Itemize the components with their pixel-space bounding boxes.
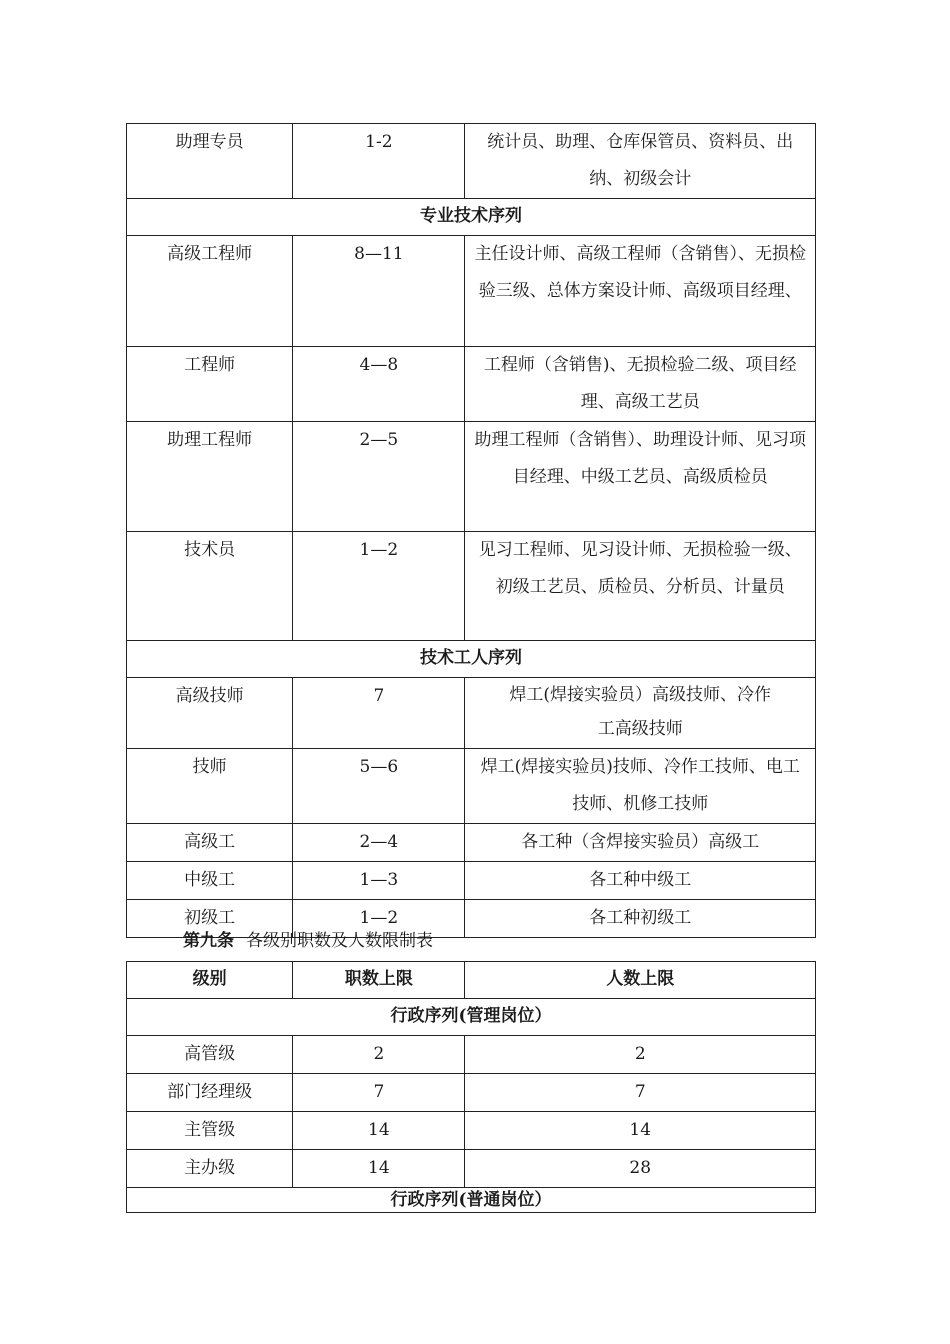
grade-name: 高级工 bbox=[127, 824, 293, 862]
posts-cell: 14 bbox=[293, 1150, 465, 1188]
grade-description: 焊工(焊接实验员）高级技师、冷作工高级技师 bbox=[465, 678, 816, 749]
column-header-level: 级别 bbox=[127, 962, 293, 999]
table-row bbox=[127, 1074, 816, 1112]
level-cell: 高管级 bbox=[127, 1036, 293, 1074]
table-row bbox=[127, 236, 816, 347]
table-row bbox=[127, 678, 816, 749]
grade-name: 工程师 bbox=[127, 347, 293, 422]
table-row bbox=[127, 1036, 816, 1074]
section-title: 专业技术序列 bbox=[127, 199, 816, 236]
grade-description: 焊工(焊接实验员)技师、冷作工技师、电工技师、机修工技师 bbox=[465, 749, 816, 824]
grade-level: 8—11 bbox=[293, 236, 465, 347]
section-row bbox=[127, 199, 816, 236]
grade-level: 1-2 bbox=[293, 124, 465, 199]
grade-name: 助理专员 bbox=[127, 124, 293, 199]
grade-description: 各工种初级工 bbox=[465, 900, 816, 938]
table-row bbox=[127, 1150, 816, 1188]
grade-description: 工程师（含销售)、无损检验二级、项目经理、高级工艺员 bbox=[465, 347, 816, 422]
section-title: 技术工人序列 bbox=[127, 641, 816, 678]
level-cell: 主管级 bbox=[127, 1112, 293, 1150]
column-header-posts: 职数上限 bbox=[293, 962, 465, 999]
grade-description: 见习工程师、见习设计师、无损检验一级、初级工艺员、质检员、分析员、计量员 bbox=[465, 532, 816, 641]
grade-level: 5—6 bbox=[293, 749, 465, 824]
posts-cell: 7 bbox=[293, 1074, 465, 1112]
grade-level: 1—2 bbox=[293, 532, 465, 641]
people-cell: 2 bbox=[465, 1036, 816, 1074]
table-row bbox=[127, 824, 816, 862]
grade-level: 4—8 bbox=[293, 347, 465, 422]
table-row bbox=[127, 532, 816, 641]
article-number: 第九条 bbox=[183, 931, 234, 951]
people-cell: 7 bbox=[465, 1074, 816, 1112]
grade-description: 主任设计师、高级工程师（含销售）、无损检验三级、总体方案设计师、高级项目经理、 bbox=[465, 236, 816, 347]
table-row bbox=[127, 124, 816, 199]
section-row bbox=[127, 1188, 816, 1213]
section-row bbox=[127, 641, 816, 678]
grade-level: 1—3 bbox=[293, 862, 465, 900]
grade-name: 助理工程师 bbox=[127, 422, 293, 532]
table-row bbox=[127, 422, 816, 532]
grade-name: 中级工 bbox=[127, 862, 293, 900]
table-row bbox=[127, 1112, 816, 1150]
grade-description: 各工种中级工 bbox=[465, 862, 816, 900]
section-title: 行政序列(普通岗位） bbox=[127, 1188, 816, 1213]
table-row bbox=[127, 347, 816, 422]
grade-name: 高级技师 bbox=[127, 678, 293, 749]
headcount-limit-table bbox=[126, 961, 816, 1213]
level-cell: 主办级 bbox=[127, 1150, 293, 1188]
grade-level: 1—2 bbox=[293, 900, 465, 938]
posts-cell: 14 bbox=[293, 1112, 465, 1150]
level-cell: 部门经理级 bbox=[127, 1074, 293, 1112]
grade-level: 2—5 bbox=[293, 422, 465, 532]
table-row bbox=[127, 862, 816, 900]
header-row bbox=[127, 962, 816, 999]
grade-description: 各工种（含焊接实验员）高级工 bbox=[465, 824, 816, 862]
article-title: 各级别职数及人数限制表 bbox=[246, 931, 433, 951]
article-heading bbox=[183, 929, 433, 953]
grade-name: 初级工 bbox=[127, 900, 293, 938]
table-row bbox=[127, 749, 816, 824]
grade-level: 2—4 bbox=[293, 824, 465, 862]
grade-name: 高级工程师 bbox=[127, 236, 293, 347]
grade-description: 统计员、助理、仓库保管员、资料员、出纳、初级会计 bbox=[465, 124, 816, 199]
people-cell: 28 bbox=[465, 1150, 816, 1188]
posts-cell: 2 bbox=[293, 1036, 465, 1074]
column-header-people: 人数上限 bbox=[465, 962, 816, 999]
grade-name: 技术员 bbox=[127, 532, 293, 641]
grade-name: 技师 bbox=[127, 749, 293, 824]
grade-description: 助理工程师（含销售）、助理设计师、见习项目经理、中级工艺员、高级质检员 bbox=[465, 422, 816, 532]
people-cell: 14 bbox=[465, 1112, 816, 1150]
section-row bbox=[127, 999, 816, 1036]
section-title: 行政序列(管理岗位） bbox=[127, 999, 816, 1036]
grade-description-table bbox=[126, 123, 816, 938]
grade-level: 7 bbox=[293, 678, 465, 749]
